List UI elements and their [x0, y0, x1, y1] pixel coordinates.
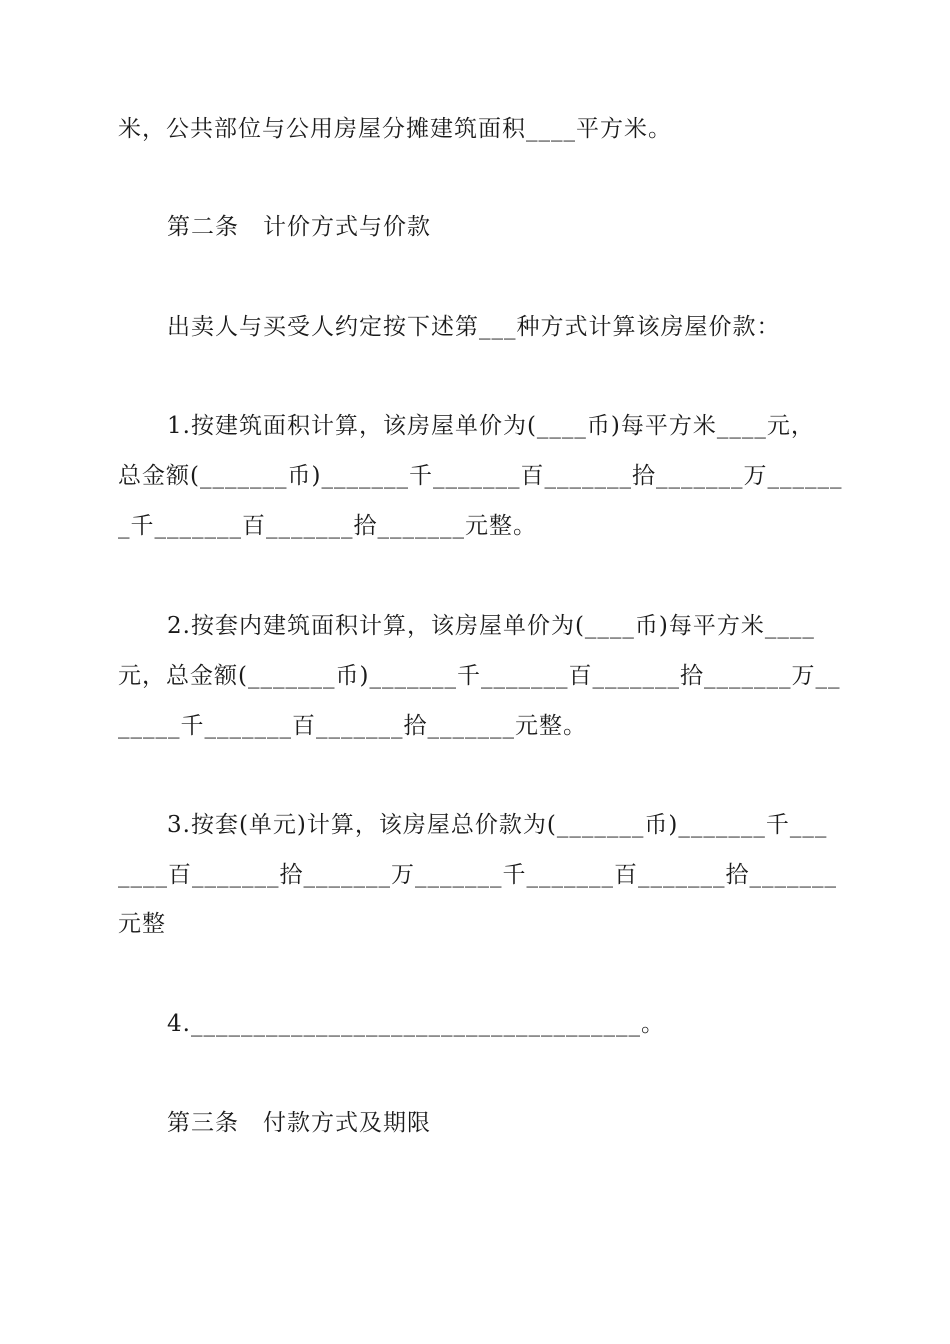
- method-4-line: 4.____________________________________。: [167, 1011, 665, 1037]
- method-1-line-2: 总金额(_______币)_______千_______百_______拾_______万______: [118, 463, 843, 489]
- article-2-heading: 第二条 计价方式与价款: [167, 214, 431, 240]
- method-2-line-3: _____千_______百_______拾_______元整。: [118, 713, 587, 739]
- pricing-method-line: 出卖人与买受人约定按下述第___种方式计算该房屋价款：: [167, 314, 781, 340]
- method-2-line-2: 元，总金额(_______币)_______千_______百_______拾_______万__: [118, 663, 841, 689]
- text-line-area: 米，公共部位与公用房屋分摊建筑面积____平方米。: [118, 116, 672, 142]
- article-3-heading: 第三条 付款方式及期限: [167, 1110, 431, 1136]
- method-3-line-2: ____百_______拾_______万_______千_______百_______拾_______: [118, 862, 837, 888]
- method-3-line-1: 3.按套(单元)计算，该房屋总价款为(_______币)_______千___: [167, 812, 828, 838]
- method-3-line-3: 元整: [118, 911, 166, 937]
- method-2-line-1: 2.按套内建筑面积计算，该房屋单价为(____币)每平方米____: [167, 613, 815, 639]
- method-1-line-3: _千_______百_______拾_______元整。: [118, 513, 537, 539]
- method-1-line-1: 1.按建筑面积计算，该房屋单价为(____币)每平方米____元，: [167, 413, 815, 439]
